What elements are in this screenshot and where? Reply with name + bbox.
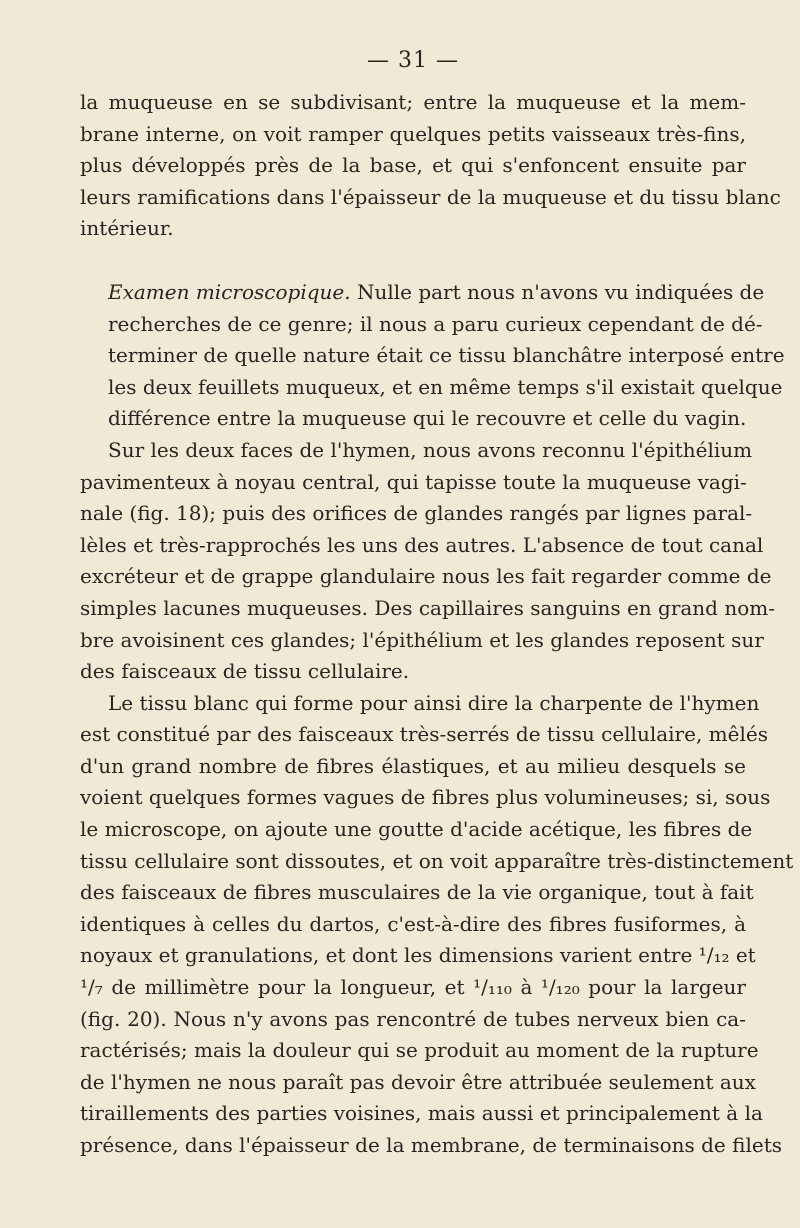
page-number: — 31 — — [367, 48, 459, 73]
text-line: noyaux et granulations, et dont les dimensions varient entre ¹/₁₂ et — [80, 943, 756, 968]
text-line: ractérisés; mais la douleur qui se produit au moment de la rupture — [80, 1038, 759, 1063]
text-line: leurs ramifications dans l'épaisseur de la muqueuse et du tissu blanc — [80, 184, 781, 209]
body-text — [80, 87, 794, 1162]
text-line: la muqueuse en se subdivisant; entre la muqueuse et la mem- — [80, 90, 746, 114]
text-line: Le tissu blanc qui forme pour ainsi dire la charpente de l'hymen — [108, 690, 760, 715]
text-line: simples lacunes muqueuses. Des capillaires sanguins en grand nom- — [80, 595, 775, 620]
text-line: Sur les deux faces de l'hymen, nous avons reconnu l'épithélium — [108, 437, 753, 462]
text-line: pavimenteux à noyau central, qui tapisse toute la muqueuse vagi- — [80, 469, 747, 494]
text-line: d'un grand nombre de fibres élastiques, et au milieu desquels se — [80, 753, 746, 778]
text-line: tissu cellulaire sont dissoutes, et on voit apparaître très-distinctement — [80, 848, 794, 873]
text-line: le microscope, on ajoute une goutte d'acide acétique, les fibres de — [80, 817, 753, 842]
paragraph-4 — [80, 688, 794, 1162]
text-line: excréteur et de grappe glandulaire nous les fait regarder comme de — [80, 564, 772, 589]
text-line: voient quelques formes vagues de fibres plus volumineuses; si, sous — [80, 785, 771, 810]
text-line: (fig. 20). Nous n'y avons pas rencontré de tubes nerveux bien ca- — [80, 1006, 746, 1031]
text-line: bre avoisinent ces glandes; l'épithélium et les glandes reposent sur — [80, 627, 764, 652]
text-line: des faisceaux de tissu cellulaire. — [80, 659, 410, 684]
text-line: différence entre la muqueuse qui le recouvre et celle du vagin. — [108, 406, 747, 431]
text-line — [80, 277, 765, 309]
text-line: plus développés près de la base, et qui s'enfoncent ensuite par — [80, 153, 746, 178]
text-line: lèles et très-rapprochés les uns des autres. L'absence de tout canal — [80, 532, 764, 557]
paragraph-1 — [80, 87, 781, 245]
text-line: des faisceaux de fibres musculaires de la vie organique, tout à fait — [80, 880, 754, 905]
text-line: terminer de quelle nature était ce tissu blanchâtre interposé entre — [108, 343, 785, 368]
text-line: brane interne, on voit ramper quelques petits vaisseaux très-fins, — [80, 121, 746, 146]
section-heading: Examen microscopique. — [108, 279, 351, 304]
text-line: de l'hymen ne nous paraît pas devoir être attribuée seulement aux — [80, 1069, 756, 1094]
text-line: intérieur. — [80, 216, 174, 241]
text-line: recherches de ce genre; il nous a paru curieux cependant de dé- — [108, 311, 763, 336]
text-line-rest: Nulle part nous n'avons vu indiquées de — [350, 279, 765, 304]
text-line: présence, dans l'épaisseur de la membrane, de terminaisons de filets — [80, 1133, 783, 1157]
text-line: est constitué par des faisceaux très-serrés de tissu cellulaire, mêlés — [80, 722, 768, 747]
paragraph-3 — [80, 435, 775, 688]
text-line: identiques à celles du dartos, c'est-à-dire des fibres fusiformes, à — [80, 911, 746, 936]
text-line: ¹/₇ de millimètre pour la longueur, et ¹/₁₁₀ à ¹/₁₂₀ pour la largeur — [80, 975, 746, 1000]
text-line: nale (fig. 18); puis des orifices de glandes rangés par lignes paral- — [80, 501, 753, 526]
text-line: tiraillements des parties voisines, mais aussi et principalement à la — [80, 1101, 763, 1126]
text-line: les deux feuillets muqueux, et en même temps s'il existait quelque — [108, 374, 783, 399]
paragraph-2 — [80, 277, 785, 435]
